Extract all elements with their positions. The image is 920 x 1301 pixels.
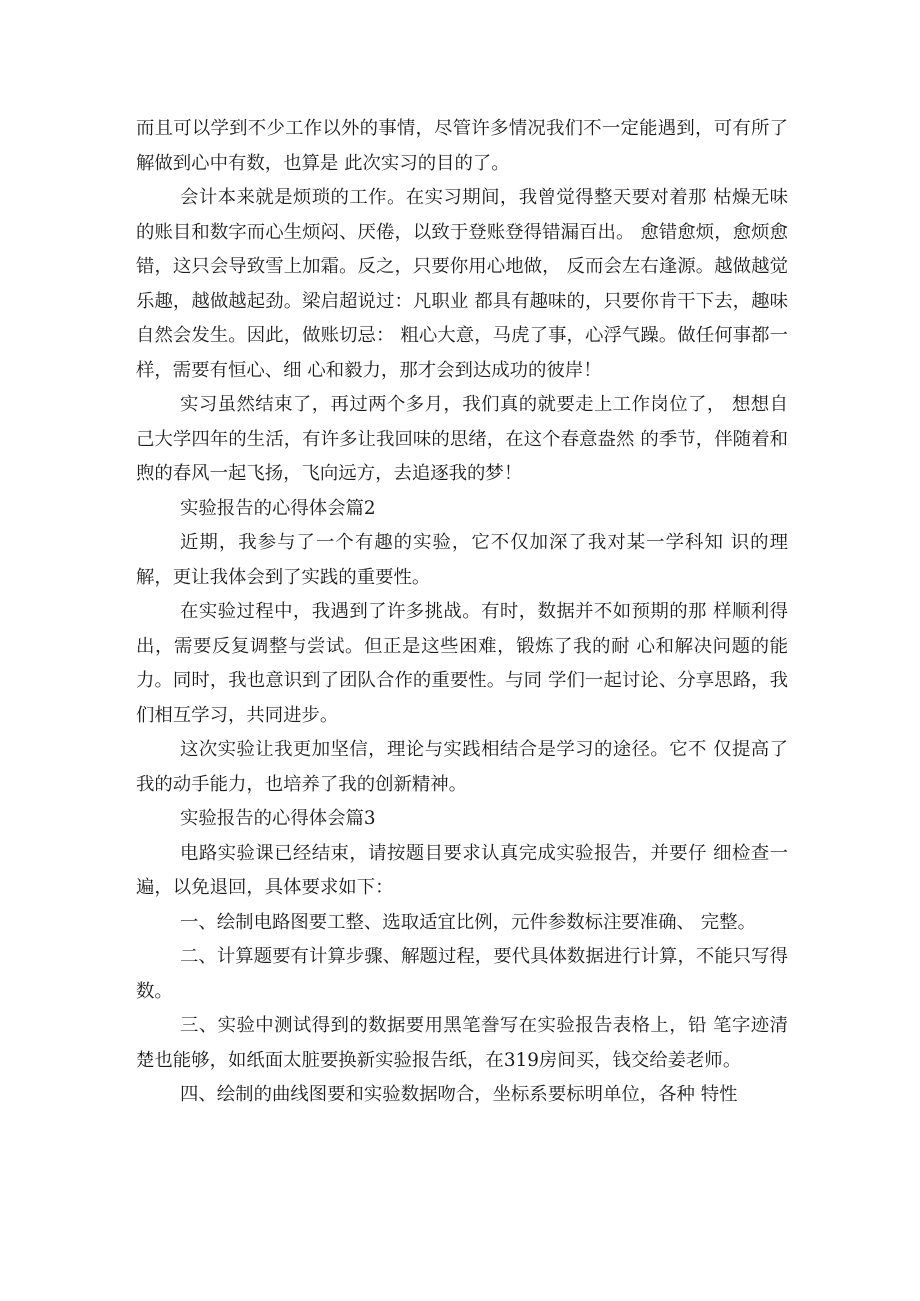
paragraph: 会计本来就是烦琐的工作。在实习期间，我曾觉得整天要对着那 枯燥无味的账目和数字而心生烦闷、厌倦，以致于登账登得错漏百出。 愈错愈烦，愈烦愈错，这只会导致雪上加霜。反之，只要你用心地做， 反而会左右逢源。越做越觉乐趣，越做越起劲。梁启超说过：凡职业 都具有趣味的，只要你肯干下去，趣味自然会发生。因此，做账切忌： 粗心大意，马虎了事，心浮气躁。做任何事都一样，需要有恒心、细 心和毅力，那才会到达成功的彼岸！ — [136, 187, 788, 381]
paragraph: 而且可以学到不少工作以外的事情，尽管许多情况我们不一定能遇到，可有所了解做到心中有数，也算是 此次实习的目的了。 — [136, 118, 788, 174]
list-item: 二、计算题要有计算步骤、解题过程，要代具体数据进行计算，不能只写得数。 — [136, 946, 788, 1002]
paragraph: 电路实验课已经结束，请按题目要求认真完成实验报告，并要仔 细检查一遍，以免退回，具体要求如下： — [136, 842, 788, 898]
list-item: 四、绘制的曲线图要和实验数据吻合，坐标系要标明单位，各种 特性 — [180, 1084, 738, 1105]
section-heading: 实验报告的心得体会篇2 — [180, 497, 376, 519]
paragraph: 实习虽然结束了，再过两个多月，我们真的就要走上工作岗位了， 想想自己大学四年的生活，有许多让我回味的思绪，在这个春意盎然 的季节，伴随着和煦的春风一起飞扬，飞向远方，去追逐我的梦！ — [136, 394, 788, 484]
list-item: 一、绘制电路图要工整、选取适宜比例，元件参数标注要准确、 完整。 — [180, 911, 756, 933]
paragraph: 这次实验让我更加坚信，理论与实践相结合是学习的途径。它不 仅提高了我的动手能力，也培养了我的创新精神。 — [136, 739, 788, 795]
section-heading: 实验报告的心得体会篇3 — [180, 808, 376, 829]
document-body — [136, 112, 788, 1113]
paragraph: 近期，我参与了一个有趣的实验，它不仅加深了我对某一学科知 识的理解，更让我体会到了实践的重要性。 — [136, 532, 788, 588]
paragraph: 在实验过程中，我遇到了许多挑战。有时，数据并不如预期的那 样顺利得出，需要反复调整与尝试。但正是这些困难，锻炼了我的耐 心和解决问题的能力。同时，我也意识到了团队合作的重要性。与同 学们一起讨论、分享思路，我们相互学习，共同进步。 — [136, 601, 788, 726]
list-item: 三、实验中测试得到的数据要用黑笔誊写在实验报告表格上，铅 笔字迹清楚也能够，如纸面太脏要换新实验报告纸，在319房间买，钱交给姜老师。 — [136, 1015, 788, 1071]
